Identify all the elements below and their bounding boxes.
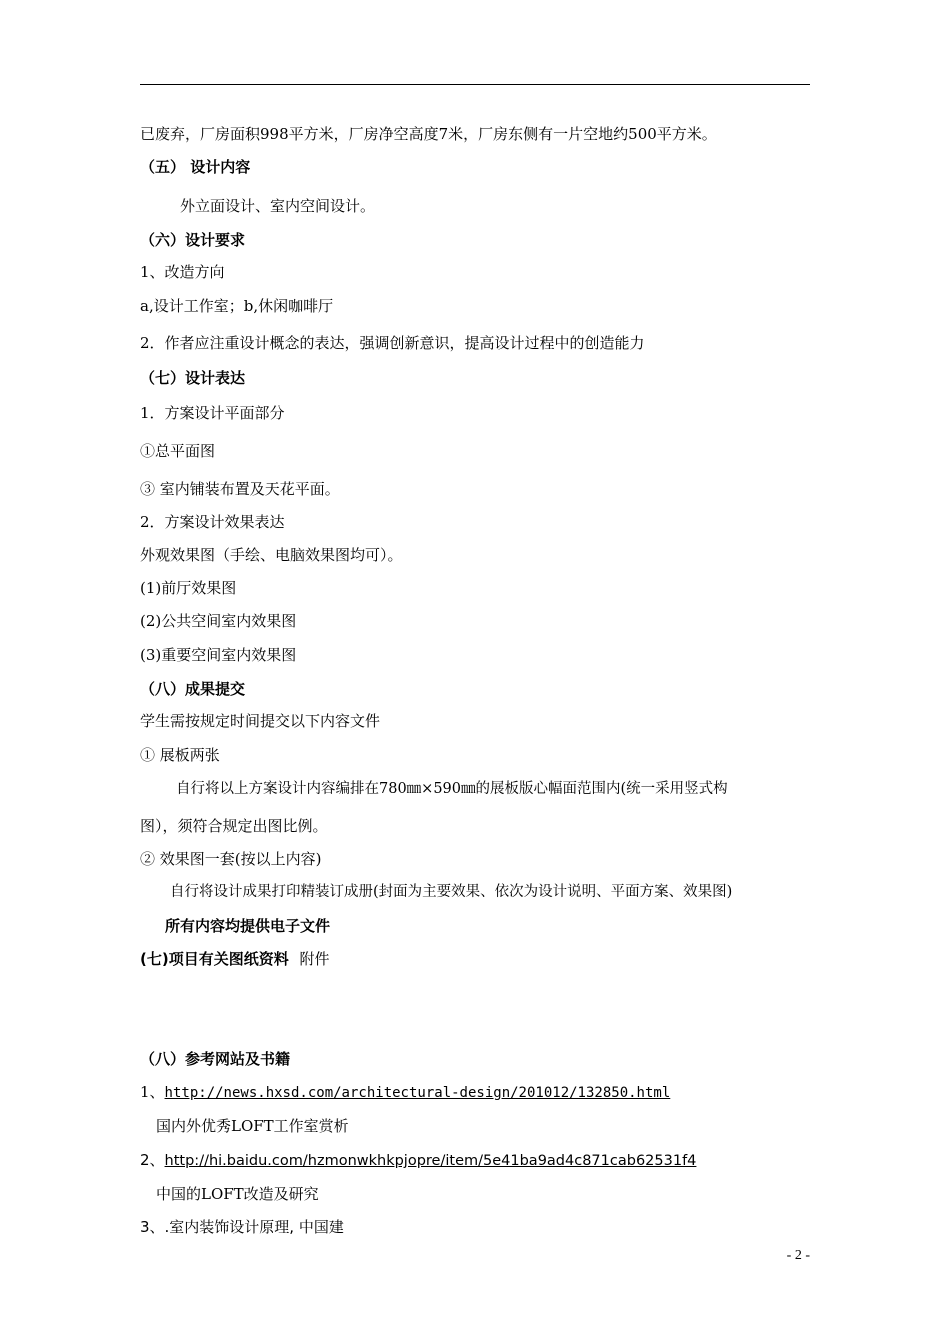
paragraph-line: 自行将以上方案设计内容编排在780㎜×590㎜的展板版心幅面范围内(统一采用竖式构 — [176, 781, 728, 797]
paragraph-line: 2．作者应注重设计概念的表达，强调创新意识，提高设计过程中的创造能力 — [140, 334, 645, 352]
paragraph-line: 自行将设计成果打印精装订成册(封面为主要效果、依次为设计说明、平面方案、效果图) — [170, 884, 733, 900]
section-heading-8b: （八）参考网站及书籍 — [140, 1050, 291, 1068]
paragraph-line: 1、改造方向 — [140, 263, 225, 281]
page-number: - 2 - — [786, 1248, 810, 1263]
paragraph-line: 图），须符合规定出图比例。 — [140, 817, 328, 835]
paragraph-line: ① 展板两张 — [140, 746, 220, 764]
section-heading-7b-line — [140, 949, 330, 969]
paragraph-line: 外观效果图（手绘、电脑效果图均可）。 — [140, 546, 403, 564]
section-heading-6: （六）设计要求 — [140, 231, 246, 249]
reference-3: 3、.室内装饰设计原理, 中国建 — [140, 1218, 344, 1236]
paragraph-line: 学生需按规定时间提交以下内容文件 — [140, 712, 381, 730]
paragraph-line: (1)前厅效果图 — [140, 579, 237, 597]
reference-number: 2、 — [140, 1151, 165, 1169]
section-heading-7: （七）设计表达 — [140, 369, 246, 387]
reference-1 — [140, 1082, 670, 1103]
paragraph-line: ③ 室内铺装布置及天花平面。 — [140, 480, 340, 498]
reference-link-2[interactable]: http://hi.baidu.com/hzmonwkhkpjopre/item/5e41ba9ad4c871cab62531f4 — [164, 1153, 697, 1169]
paragraph-line: ①总平面图 — [140, 442, 216, 460]
section-heading-5: （五） 设计内容 — [140, 158, 251, 176]
section-heading-7b: (七)项目有关图纸资料 — [140, 950, 289, 968]
paragraph-line: 2．方案设计效果表达 — [140, 513, 285, 531]
reference-2 — [140, 1150, 696, 1171]
paragraph-line: (3)重要空间室内效果图 — [140, 646, 297, 664]
attachment-label: 附件 — [299, 950, 330, 968]
paragraph-line: a,设计工作室；b,休闲咖啡厅 — [140, 297, 334, 315]
reference-description-2: 中国的LOFT改造及研究 — [156, 1185, 319, 1203]
paragraph-line: (2)公共空间室内效果图 — [140, 612, 297, 630]
section-heading-8: （八）成果提交 — [140, 680, 246, 698]
header-rule — [140, 84, 810, 85]
paragraph-line: 1．方案设计平面部分 — [140, 404, 285, 422]
paragraph-line: 外立面设计、室内空间设计。 — [180, 197, 376, 215]
paragraph-line: 已废弃，厂房面积998平方米，厂房净空高度7米，厂房东侧有一片空地约500平方米。 — [140, 125, 717, 143]
bold-note: 所有内容均提供电子文件 — [165, 917, 331, 935]
reference-description-1: 国内外优秀LOFT工作室赏析 — [156, 1117, 349, 1135]
paragraph-line: ② 效果图一套(按以上内容) — [140, 850, 322, 868]
reference-number: 1、 — [140, 1083, 165, 1101]
reference-link-1[interactable]: http://news.hxsd.com/architectural-design/201012/132850.html — [164, 1085, 671, 1101]
